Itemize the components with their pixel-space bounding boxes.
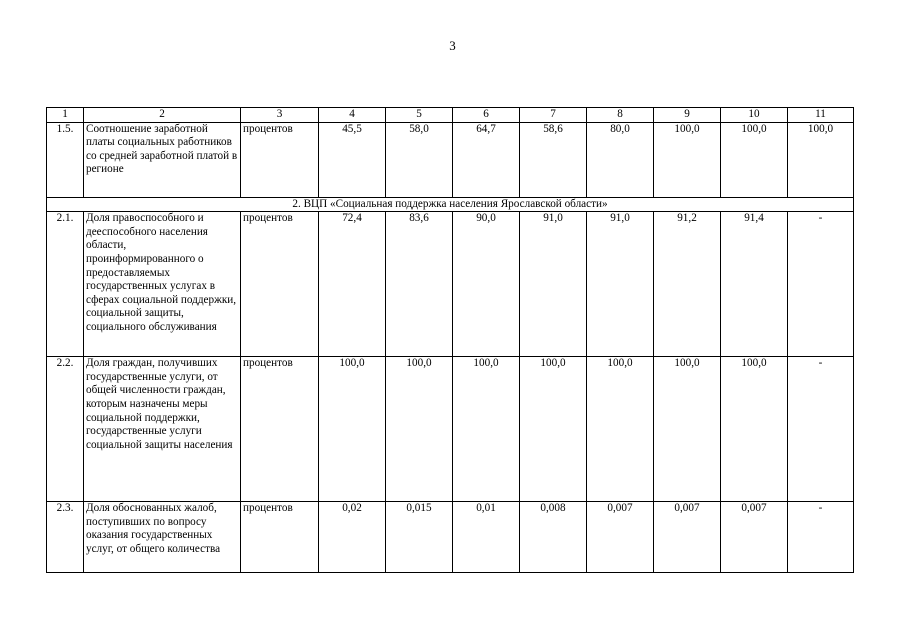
- value-cell: 72,4: [319, 212, 386, 357]
- value-cell: -: [788, 502, 854, 573]
- header-cell: 2: [84, 108, 241, 123]
- value-cell: 100,0: [319, 357, 386, 502]
- row-number: 2.3.: [47, 502, 84, 573]
- indicator-name: Соотношение заработной платы социальных работников со средней заработной платой в регионе: [84, 122, 241, 197]
- value-cell: 58,0: [386, 122, 453, 197]
- header-cell: 1: [47, 108, 84, 123]
- value-cell: 0,007: [654, 502, 721, 573]
- header-cell: 9: [654, 108, 721, 123]
- unit-cell: процентов: [241, 502, 319, 573]
- table-row: [47, 502, 854, 573]
- table-row: [47, 357, 854, 502]
- value-cell: 91,2: [654, 212, 721, 357]
- value-cell: 0,007: [587, 502, 654, 573]
- value-cell: 64,7: [453, 122, 520, 197]
- section-title: 2. ВЦП «Социальная поддержка населения Ярославской области»: [47, 197, 854, 212]
- value-cell: 100,0: [788, 122, 854, 197]
- value-cell: 100,0: [453, 357, 520, 502]
- table-header-row: [47, 108, 854, 123]
- value-cell: 90,0: [453, 212, 520, 357]
- header-cell: 8: [587, 108, 654, 123]
- value-cell: 100,0: [721, 122, 788, 197]
- value-cell: 0,01: [453, 502, 520, 573]
- indicator-name: Доля обоснованных жалоб, поступивших по вопросу оказания государственных услуг, от общего количества: [84, 502, 241, 573]
- value-cell: 100,0: [520, 357, 587, 502]
- header-cell: 10: [721, 108, 788, 123]
- value-cell: 45,5: [319, 122, 386, 197]
- value-cell: 100,0: [654, 357, 721, 502]
- value-cell: 0,015: [386, 502, 453, 573]
- value-cell: 83,6: [386, 212, 453, 357]
- header-cell: 5: [386, 108, 453, 123]
- row-number: 2.1.: [47, 212, 84, 357]
- value-cell: 100,0: [654, 122, 721, 197]
- indicator-name: Доля правоспособного и дееспособного населения области, проинформированного о предоставляемых государственных услугах в сферах социальной поддержки, социальной защиты, социального обслуживания: [84, 212, 241, 357]
- value-cell: 0,02: [319, 502, 386, 573]
- value-cell: 0,007: [721, 502, 788, 573]
- value-cell: 58,6: [520, 122, 587, 197]
- unit-cell: процентов: [241, 357, 319, 502]
- header-cell: 11: [788, 108, 854, 123]
- value-cell: 91,0: [520, 212, 587, 357]
- unit-cell: процентов: [241, 212, 319, 357]
- value-cell: 91,0: [587, 212, 654, 357]
- value-cell: 0,008: [520, 502, 587, 573]
- unit-cell: процентов: [241, 122, 319, 197]
- value-cell: 80,0: [587, 122, 654, 197]
- value-cell: 100,0: [587, 357, 654, 502]
- table-row: [47, 212, 854, 357]
- header-cell: 4: [319, 108, 386, 123]
- value-cell: -: [788, 212, 854, 357]
- page-number: 3: [449, 38, 456, 53]
- header-cell: 3: [241, 108, 319, 123]
- table-row: [47, 122, 854, 197]
- header-cell: 6: [453, 108, 520, 123]
- value-cell: 91,4: [721, 212, 788, 357]
- value-cell: -: [788, 357, 854, 502]
- header-cell: 7: [520, 108, 587, 123]
- indicator-name: Доля граждан, получивших государственные услуги, от общей численности граждан, которым назначены меры социальной поддержки, государственные услуги социальной защиты населения: [84, 357, 241, 502]
- row-number: 1.5.: [47, 122, 84, 197]
- row-number: 2.2.: [47, 357, 84, 502]
- value-cell: 100,0: [721, 357, 788, 502]
- indicators-table: [46, 107, 854, 573]
- section-row: [47, 197, 854, 212]
- value-cell: 100,0: [386, 357, 453, 502]
